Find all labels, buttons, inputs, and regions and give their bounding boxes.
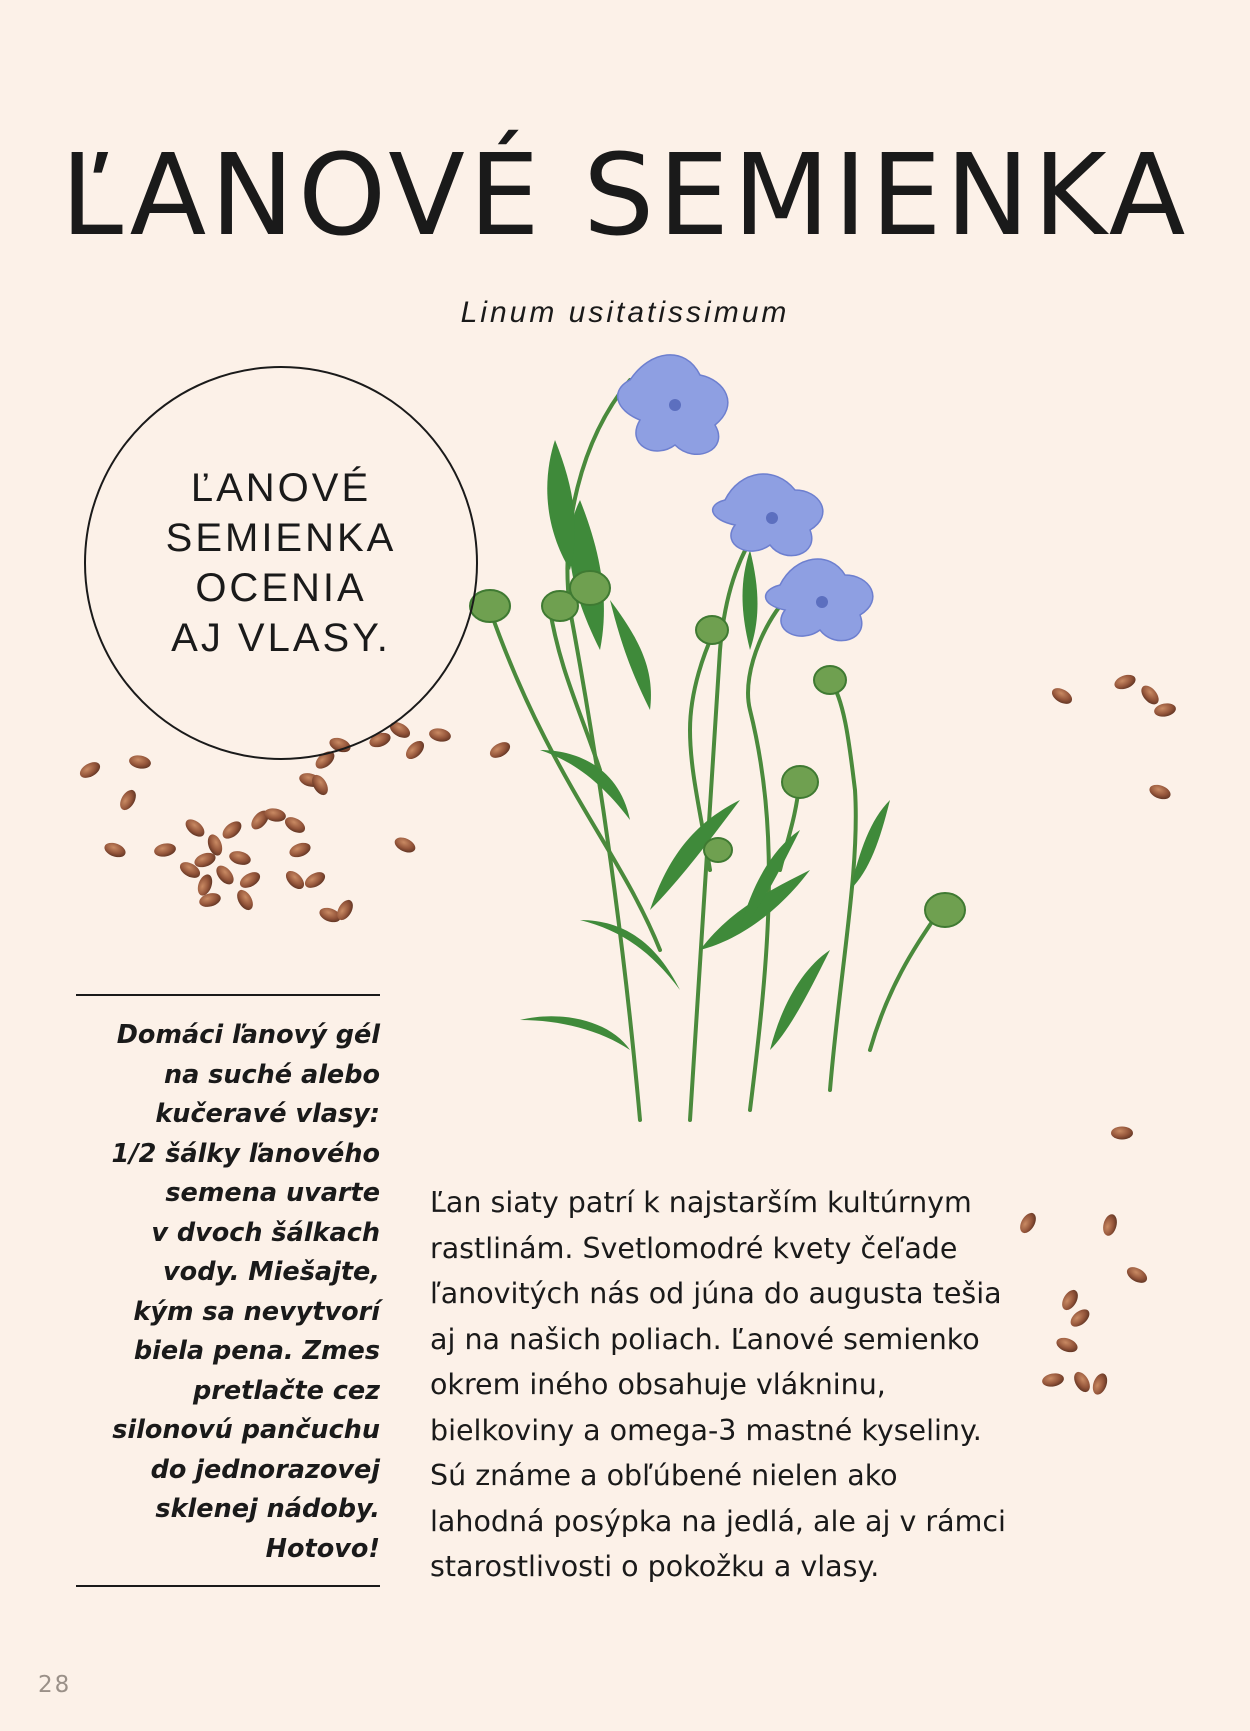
flax-seed <box>287 840 312 860</box>
tip-line: vody. Miešajte, <box>163 1257 380 1287</box>
callout-line: ĽANOVÉ <box>190 466 372 510</box>
tip-line: na suché alebo <box>163 1059 380 1090</box>
flax-seed <box>1147 782 1172 802</box>
tip-line: kučeravé vlasy: <box>155 1099 380 1129</box>
tip-line: Hotovo! <box>265 1533 380 1564</box>
flax-seed <box>1112 672 1137 692</box>
flax-seed <box>1111 1127 1133 1140</box>
flax-gel-tip <box>76 994 380 1587</box>
body-line: bielkoviny a omega-3 mastné kyseliny. <box>430 1413 982 1447</box>
flax-seed <box>283 868 308 893</box>
flax-seed <box>128 754 152 771</box>
body-line: rastlinám. Svetlomodré kvety čeľade <box>430 1231 958 1265</box>
callout-line: AJ VLASY. <box>171 616 391 660</box>
flax-seed <box>77 759 103 781</box>
callout-line: OCENIA <box>195 566 367 610</box>
tip-line: pretlačte cez <box>193 1375 380 1406</box>
body-paragraph <box>430 1180 1030 1590</box>
flax-seed <box>1067 1306 1092 1330</box>
flax-seed <box>1101 1213 1119 1238</box>
flax-seed <box>1153 702 1177 719</box>
flax-plant-image <box>450 350 1010 1140</box>
flax-seed <box>1090 1371 1110 1396</box>
flax-seed <box>1138 682 1162 707</box>
flax-seed <box>213 862 237 887</box>
body-line: okrem iného obsahuje vlákninu, <box>430 1368 886 1401</box>
body-line: ľanovitých nás od júna do augusta tešia <box>430 1277 1002 1310</box>
tip-line: 1/2 šálky ľanového <box>111 1138 380 1169</box>
callout-circle <box>84 366 478 760</box>
body-line: starostlivosti o pokožku a vlasy. <box>430 1550 880 1583</box>
tip-line: sklenej nádoby. <box>155 1494 380 1524</box>
flax-seed <box>1071 1369 1093 1395</box>
flax-seed <box>182 816 207 840</box>
body-line: aj na našich poliach. Ľanové semienko <box>430 1322 980 1356</box>
tip-line: biela pena. Zmes <box>133 1336 380 1366</box>
flax-seed <box>403 738 428 763</box>
body-line: Ľan siaty patrí k najstarším kultúrnym <box>430 1186 972 1219</box>
flax-seed <box>219 818 244 842</box>
flax-seed <box>234 887 256 913</box>
flax-seed <box>153 842 177 859</box>
tip-line: Domáci ľanový gél <box>116 1020 380 1050</box>
flax-seed <box>302 869 328 891</box>
flax-seed <box>117 787 139 813</box>
flax-seed <box>102 840 127 860</box>
flax-seed <box>1124 1264 1150 1286</box>
latin-name-subtitle: Linum usitatissimum <box>460 296 790 329</box>
page-title: ĽANOVÉ SEMIENKA <box>60 131 1190 261</box>
flax-seed <box>282 814 308 836</box>
body-line: Sú známe a obľúbené nielen ako <box>430 1459 898 1492</box>
body-line: lahodná posýpka na jedlá, ale aj v rámci <box>430 1504 1006 1538</box>
flax-seed <box>1041 1372 1065 1389</box>
flax-seed <box>428 727 452 744</box>
callout-line: SEMIENKA <box>165 516 397 560</box>
tip-line: kým sa nevytvorí <box>133 1296 380 1327</box>
tip-line: silonovú pančuchu <box>112 1415 380 1445</box>
tip-line: v dvoch šálkach <box>151 1217 380 1248</box>
tip-line: semena uvarte <box>165 1178 380 1208</box>
flax-seed <box>1054 1335 1079 1355</box>
flax-seed <box>237 869 263 891</box>
page-number: 28 <box>38 1672 72 1698</box>
tip-line: do jednorazovej <box>150 1454 380 1485</box>
flax-seed <box>1059 1287 1081 1313</box>
flax-seed <box>1049 685 1075 707</box>
flax-seed <box>392 834 417 855</box>
flax-seed <box>228 849 253 867</box>
